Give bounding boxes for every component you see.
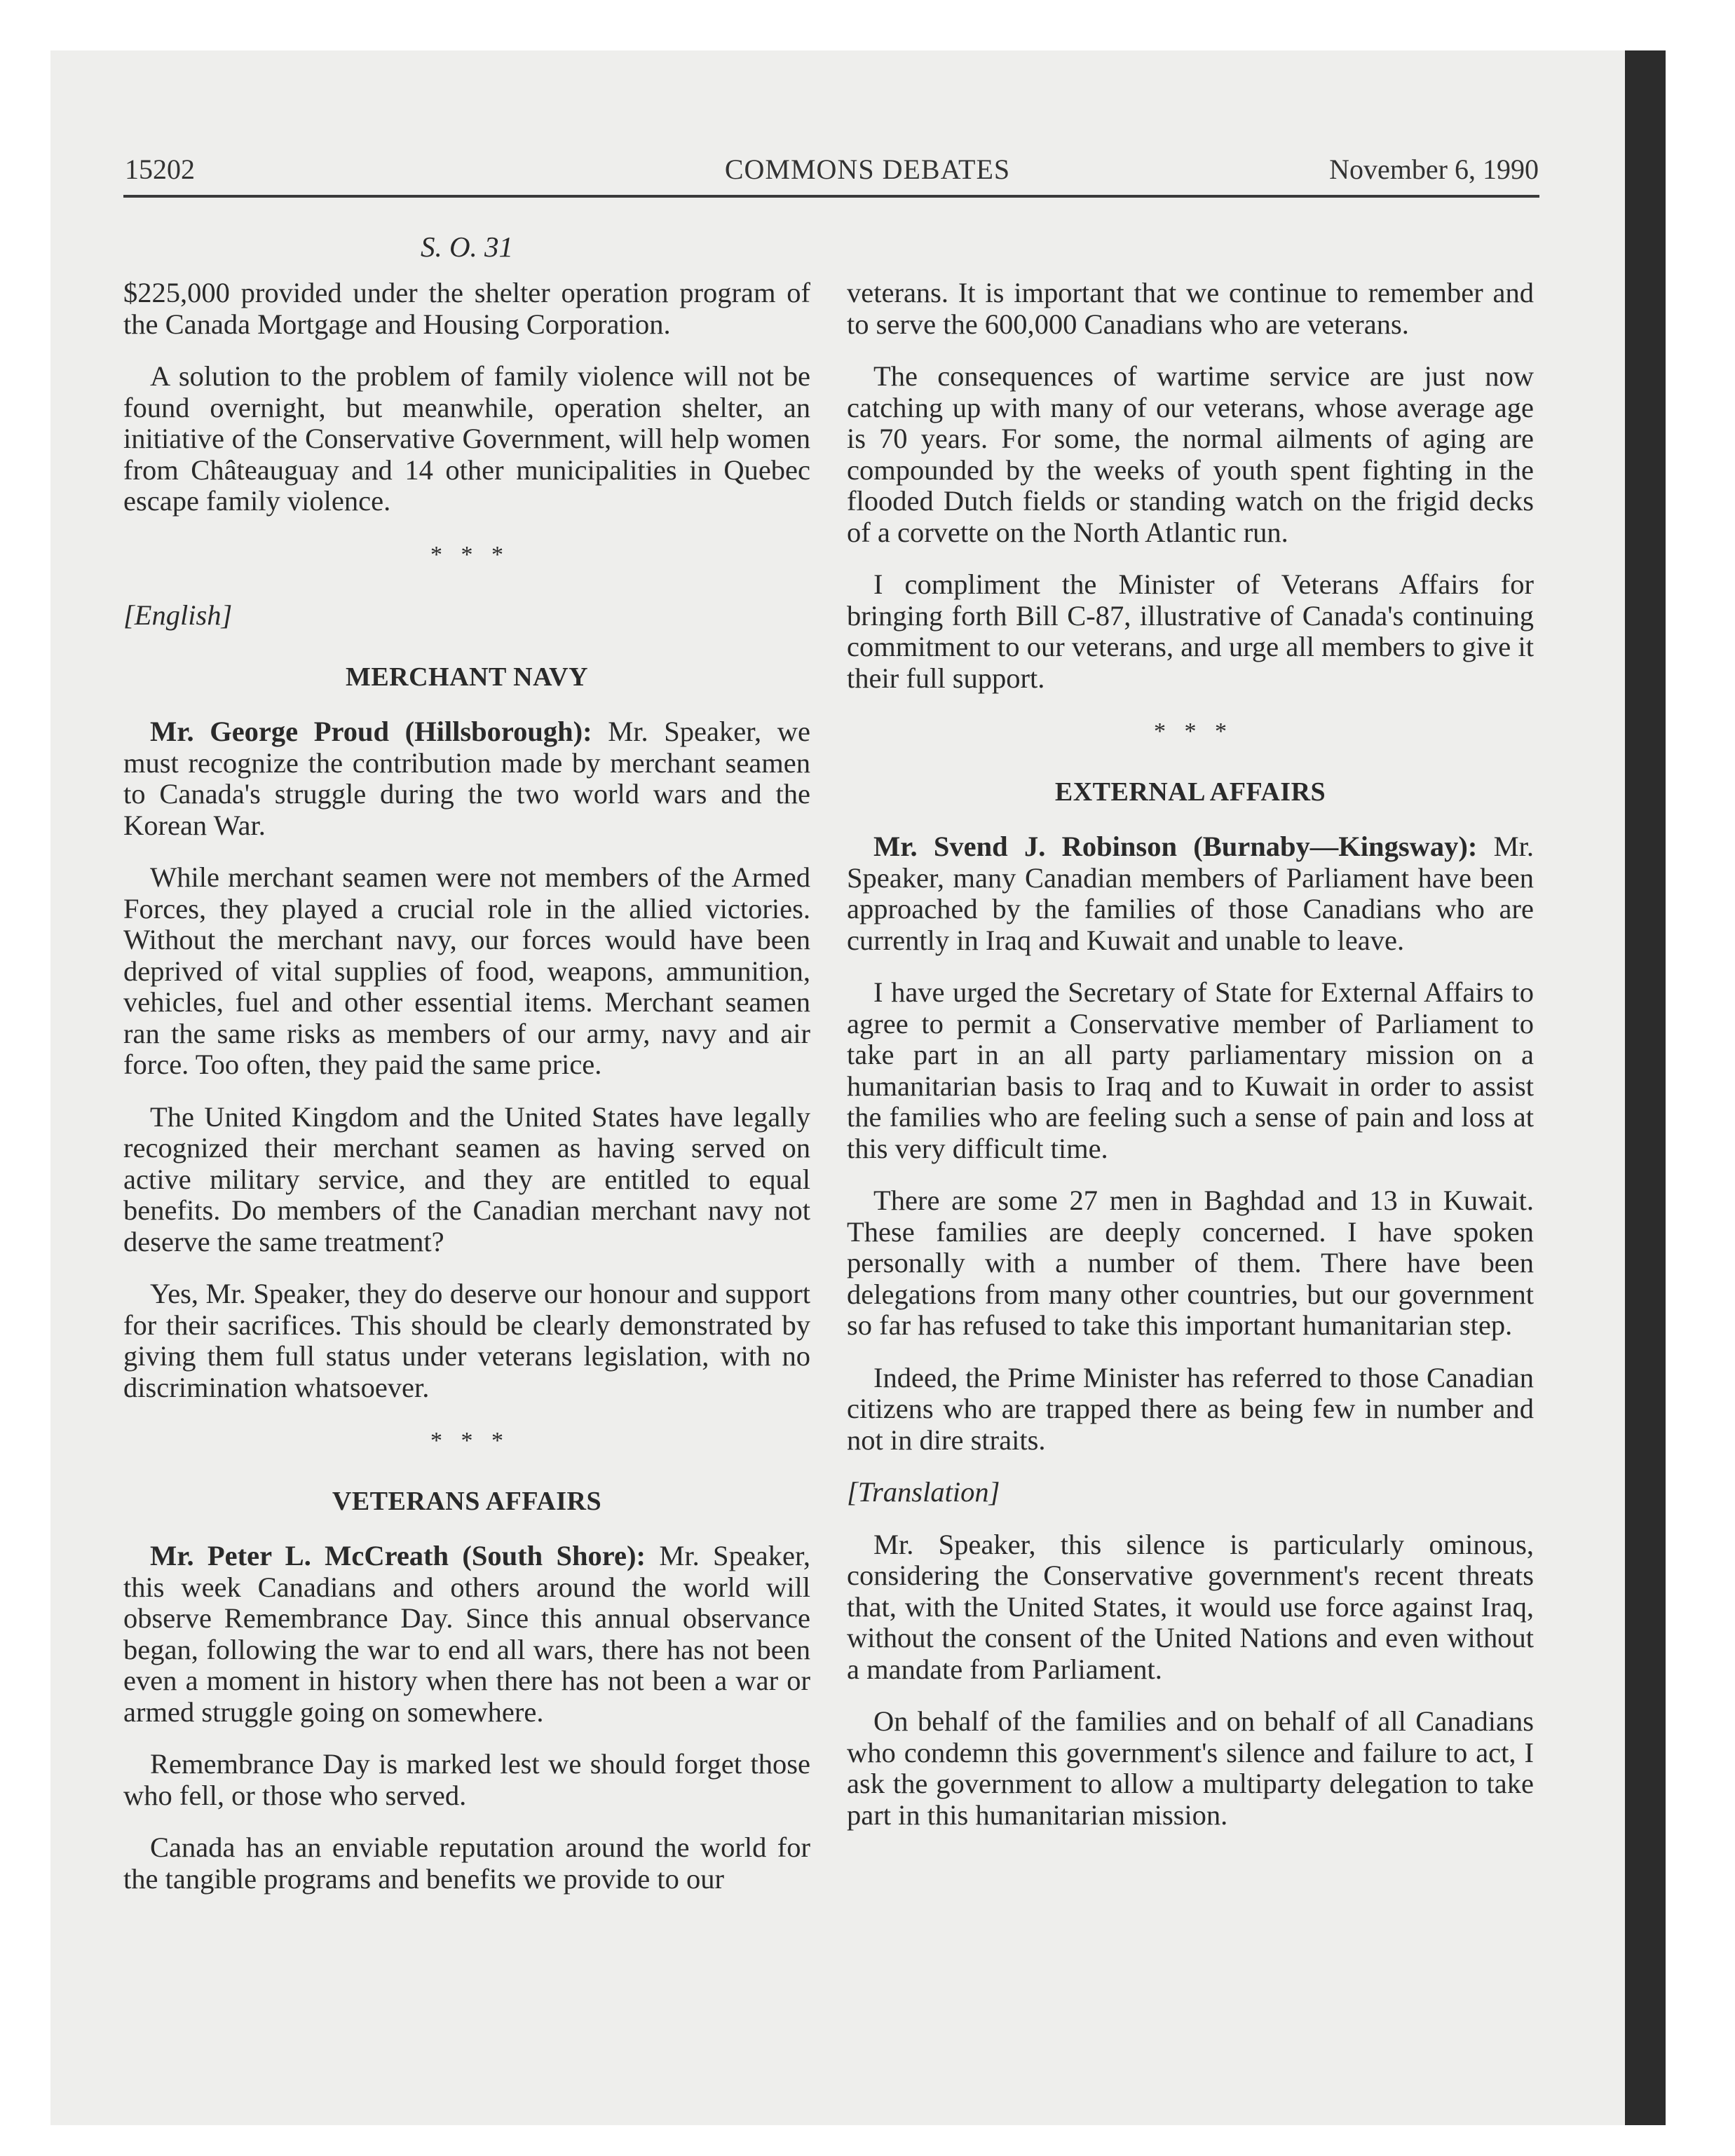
- running-title: COMMONS DEBATES: [724, 153, 1011, 185]
- paragraph: I compliment the Minister of Veterans Affairs for bringing forth Bill C-87, illustrative of Canada's continuing commitment to our veterans, and urge all members to give it their full support.: [847, 568, 1534, 694]
- paragraph: The United Kingdom and the United States have legally recognized their merchant seamen as having served on active military service, and they are entitled to equal benefits. Do members of the Canadian merchant navy not deserve the same treatment?: [123, 1100, 810, 1257]
- speech-paragraph: [847, 831, 1534, 956]
- section-separator: * * *: [430, 541, 503, 568]
- section-heading-merchant-navy: MERCHANT NAVY: [345, 662, 589, 692]
- speech-paragraph: [123, 716, 810, 841]
- paragraph: While merchant seamen were not members of the Armed Forces, they played a crucial role in the allied victories. Without the merchant navy, our forces would have been deprived of vital supplies of food, weapons, ammunition, vehicles, fuel and other essential items. Merchant seamen ran the same risks as members of our army, navy and air force. Too often, they paid the same price.: [123, 861, 810, 1080]
- section-heading-veterans-affairs: VETERANS AFFAIRS: [332, 1487, 602, 1516]
- speech-paragraph: [123, 1541, 810, 1728]
- paragraph: Mr. Speaker, this silence is particularly ominous, considering the Conservative government's recent threats that, with the United States, it would use force against Iraq, without the consent of the United Nations and even without a mandate from Parliament.: [847, 1528, 1534, 1685]
- paragraph: The consequences of wartime service are just now catching up with many of our veterans, whose average age is 70 years. For some, the normal ailments of aging are compounded by the weeks of youth spent fighting in the flooded Dutch fields or standing watch on the frigid decks of a corvette on the North Atlantic run.: [847, 360, 1534, 548]
- paragraph: Canada has an enviable reputation around the world for the tangible programs and benefits we provide to our: [123, 1831, 810, 1895]
- language-marker: [Translation]: [847, 1476, 1000, 1508]
- section-heading-external-affairs: EXTERNAL AFFAIRS: [1054, 777, 1326, 807]
- speech-text: Mr. Speaker, this week Canadians and others around the world will observe Remembrance Day. Since this annual observance began, following the war to end all wars, there has not been even a moment in history when there has not been a war or armed struggle going on somewhere.: [123, 1540, 810, 1728]
- paragraph: I have urged the Secretary of State for External Affairs to agree to permit a Conservative member of Parliament to take part in an all party parliamentary mission on a humanitarian basis to Iraq and to Kuwait in order to assist the families who are feeling such a sense of pain and loss at this very difficult time.: [847, 976, 1534, 1164]
- paragraph-continued: veterans. It is important that we continue to remember and to serve the 600,000 Canadians who are veterans.: [847, 277, 1534, 340]
- paragraph: There are some 27 men in Baghdad and 13 in Kuwait. These families are deeply concerned. I have spoken personally with a number of them. There have been delegations from many other countries, but our government so far has refused to take this important humanitarian step.: [847, 1185, 1534, 1341]
- right-column: [847, 278, 1534, 1852]
- page-number: 15202: [125, 153, 195, 185]
- paragraph: Yes, Mr. Speaker, they do deserve our honour and support for their sacrifices. This should be clearly demonstrated by giving them full status under veterans legislation, with no discrimination whatsoever.: [123, 1278, 810, 1403]
- paragraph: Indeed, the Prime Minister has referred to those Canadian citizens who are trapped there as being few in number and not in dire straits.: [847, 1361, 1534, 1456]
- speaker-name: Mr. George Proud (Hillsborough):: [150, 716, 592, 747]
- speech-text: Mr. Speaker, many Canadian members of Parliament have been approached by the families of those Canadians who are currently in Iraq and Kuwait and unable to leave.: [847, 831, 1534, 956]
- language-marker: [English]: [123, 599, 233, 631]
- header-rule: [123, 195, 1539, 198]
- speaker-name: Mr. Svend J. Robinson (Burnaby—Kingsway):: [873, 831, 1478, 862]
- paragraph: Remembrance Day is marked lest we should forget those who fell, or those who served.: [123, 1748, 810, 1811]
- speech-text: Mr. Speaker, we must recognize the contribution made by merchant seamen to Canada's struggle during the two world wars and the Korean War.: [123, 716, 810, 841]
- paragraph: On behalf of the families and on behalf of all Canadians who condemn this government's silence and failure to act, I ask the government to allow a multiparty delegation to take part in this humanitarian mission.: [847, 1705, 1534, 1831]
- paragraph-continued: $225,000 provided under the shelter operation program of the Canada Mortgage and Housing Corporation.: [123, 277, 810, 340]
- speaker-name: Mr. Peter L. McCreath (South Shore):: [150, 1540, 646, 1571]
- section-separator: * * *: [1154, 718, 1227, 744]
- header-date: November 6, 1990: [1329, 153, 1539, 185]
- paragraph: A solution to the problem of family violence will not be found overnight, but meanwhile, operation shelter, an initiative of the Conservative Government, will help women from Châteauguay and 14 other municipalities in Quebec escape family violence.: [123, 360, 810, 517]
- left-column: [123, 278, 810, 1916]
- standing-order-label: S. O. 31: [420, 231, 514, 263]
- scan-edge-bar: [1625, 50, 1666, 2125]
- section-separator: * * *: [430, 1428, 503, 1454]
